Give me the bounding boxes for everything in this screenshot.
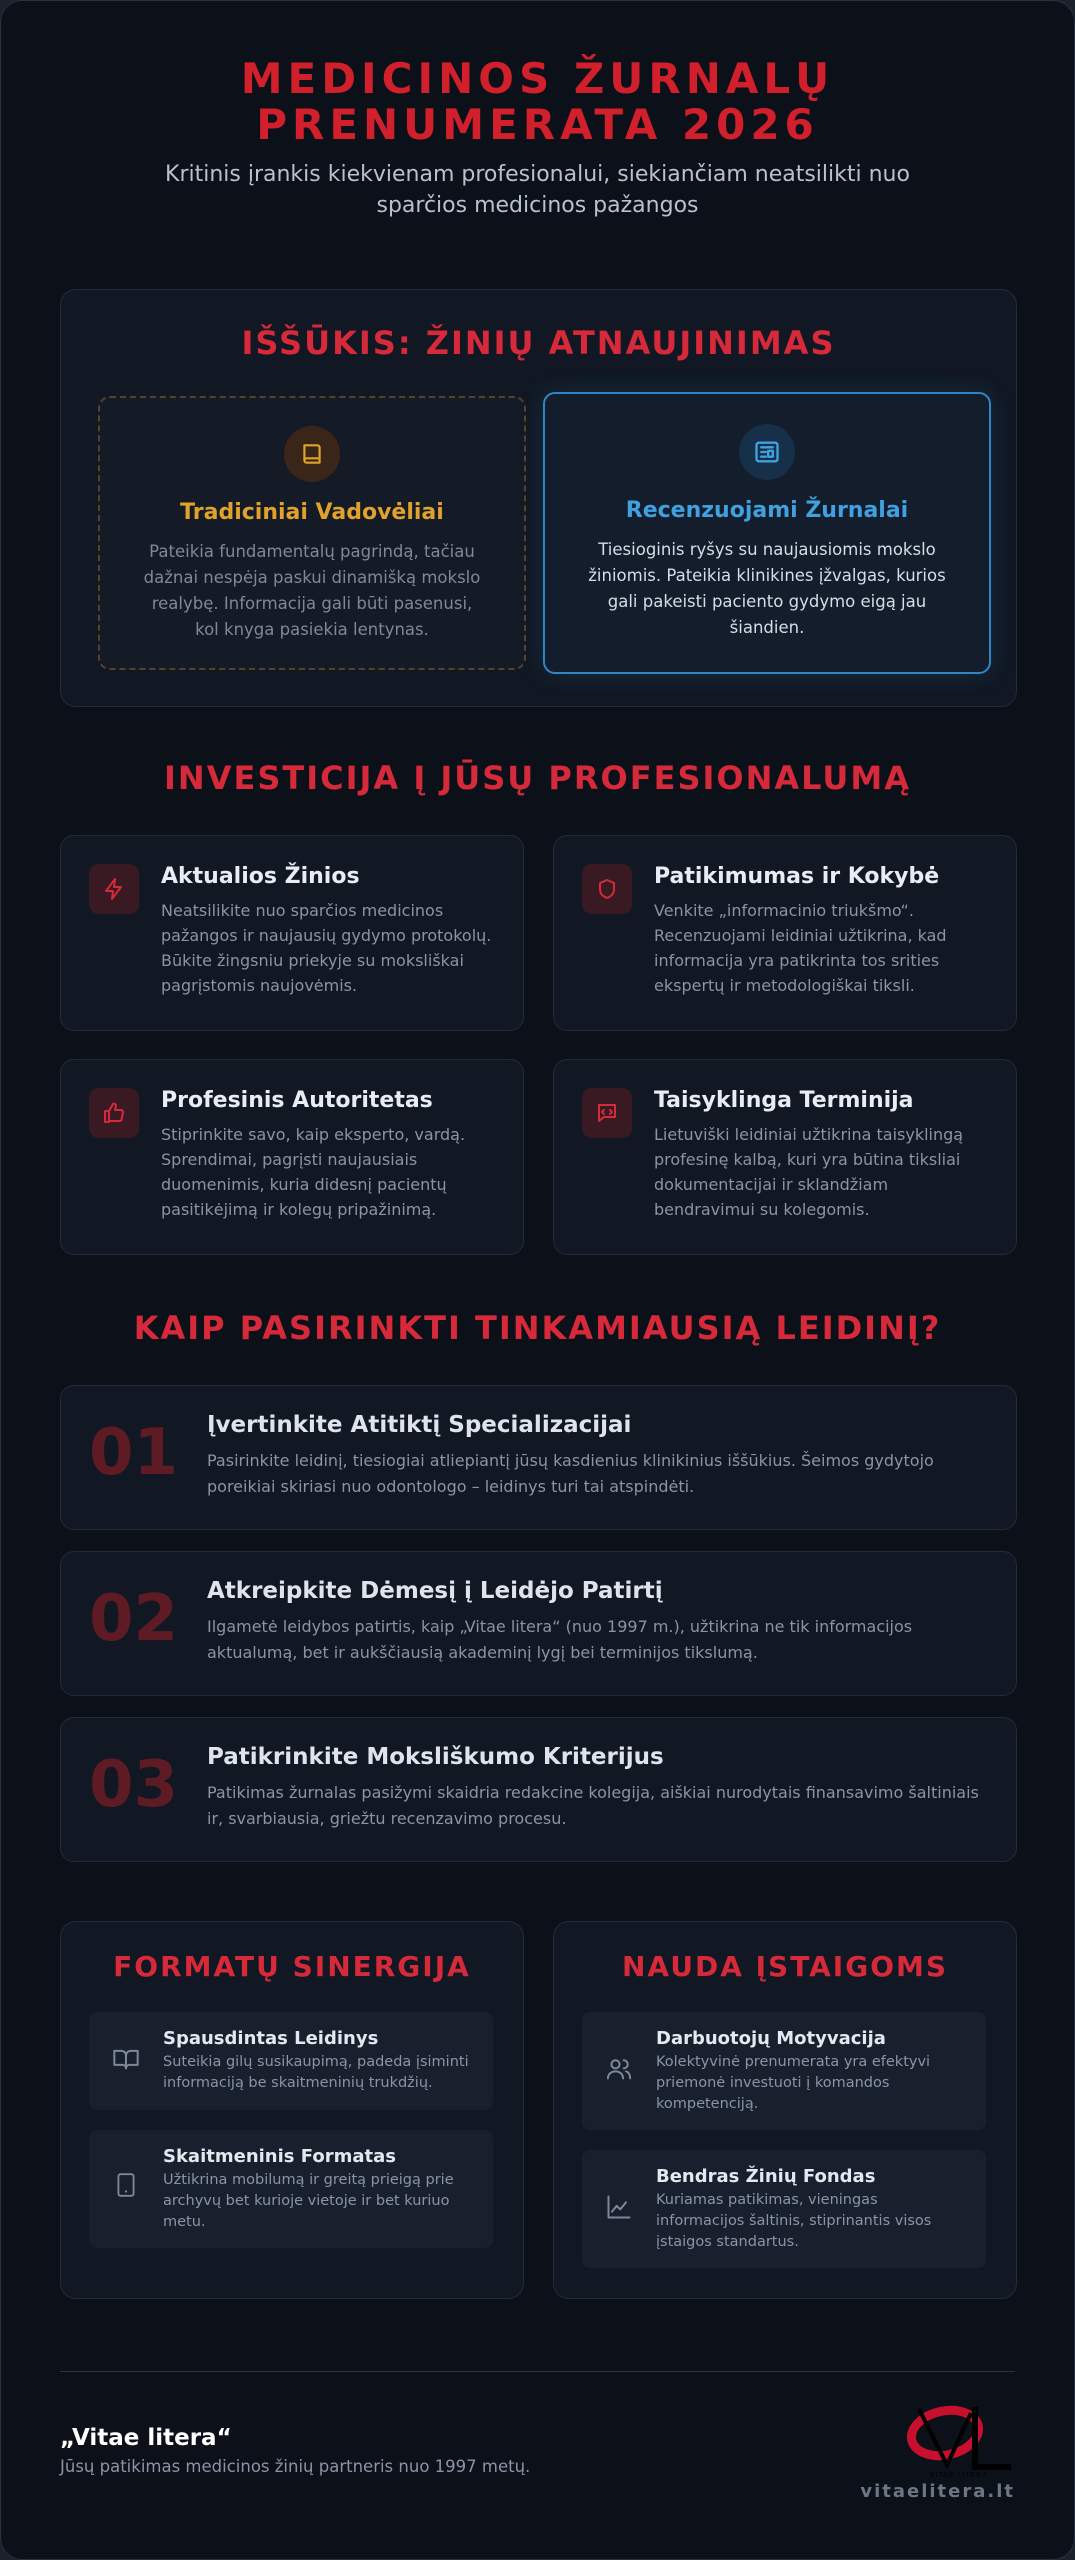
traditional-books-text: Pateikia fundamentalų pagrindą, tačiau dažnai nespėja paskui dinamišką mokslo realybę. Informacija gali būti pasenusi, kol knyga pasiekia lentynas.	[143, 542, 481, 639]
page-subtitle-line1: Kritinis įrankis kiekvienam profesionalui, siekiančiam neatsilikti nuo	[165, 162, 910, 187]
open-book-icon	[111, 2044, 141, 2074]
page-title-line1: MEDICINOS ŽURNALŲ	[240, 54, 835, 103]
footer-divider	[60, 2371, 1015, 2372]
selection-title: KAIP PASIRINKTI TINKAMIAUSIĄ LEIDINĮ?	[133, 1309, 942, 1347]
institutions-panel	[553, 1921, 1017, 2299]
lightning-icon	[89, 864, 139, 914]
step-card-1	[60, 1385, 1017, 1530]
chart-icon	[604, 2192, 634, 2222]
peer-reviewed-journals-title: Recenzuojami Žurnalai	[625, 498, 909, 523]
investment-title: INVESTICIJA Į JŪSŲ PROFESIONALUMĄ	[164, 759, 911, 797]
step-card-3	[60, 1717, 1017, 1862]
institutions-title: NAUDA ĮSTAIGOMS	[621, 1950, 949, 1983]
benefit-card-reliability	[553, 835, 1017, 1031]
footer-website-link[interactable]: vitaelitera.lt	[860, 2481, 1015, 2502]
page-subtitle-line2: sparčios medicinos pažangos	[376, 193, 699, 218]
institution-item-knowledge-fund	[582, 2150, 986, 2268]
format-item-print	[89, 2012, 493, 2110]
book-icon	[284, 426, 340, 482]
footer-tagline: Jūsų patikimas medicinos žinių partneris nuo 1997 metų.	[60, 2457, 531, 2476]
peer-reviewed-journals-text: Tiesioginis ryšys su naujausiomis mokslo žiniomis. Pateikia klinikines įžvalgas, kurios gali pakeisti paciento gydymo eigą jau šiandien.	[588, 540, 946, 637]
step-number: 01	[89, 1416, 179, 1490]
journal-icon	[739, 424, 795, 480]
step-number: 02	[89, 1582, 179, 1656]
benefit-title: Patikimumas ir Kokybė	[654, 864, 940, 889]
vitae-litera-logo	[901, 2399, 1017, 2479]
step-card-2	[60, 1551, 1017, 1696]
institution-title: Darbuotojų Motyvacija	[656, 2028, 886, 2049]
benefit-title: Taisyklinga Terminija	[654, 1088, 914, 1113]
benefit-title: Profesinis Autoritetas	[161, 1088, 433, 1113]
step-text: Patikimas žurnalas pasižymi skaidria redakcine kolegija, aiškiai nurodytais finansavimo šaltiniais ir, svarbiausia, griežtu recenzavimo procesu.	[207, 1783, 979, 1828]
format-text: Suteikia gilų susikaupimą, padeda įsiminti informaciją be skaitmeninių trukdžių.	[163, 2054, 469, 2091]
benefit-card-current-knowledge	[60, 835, 524, 1031]
shield-icon	[582, 864, 632, 914]
format-title: Spausdintas Leidinys	[163, 2028, 379, 2049]
tablet-icon	[111, 2170, 141, 2200]
benefit-text: Venkite „informacinio triukšmo“. Recenzuojami leidiniai užtikrina, kad informacija yra patikrinta tos srities ekspertų ir metodologiškai tiksli.	[654, 901, 947, 995]
page-subtitle	[141, 159, 934, 221]
step-text: Pasirinkite leidinį, tiesiogiai atliepiantį jūsų kasdienius klinikinius iššūkius. Šeimos gydytojo poreikiai skiriasi nuo odontologo – leidinys turi tai atspindėti.	[207, 1451, 934, 1496]
users-icon	[604, 2054, 634, 2084]
challenge-title: IŠŠŪKIS: ŽINIŲ ATNAUJINIMAS	[241, 324, 836, 362]
speech-bubble-icon	[582, 1088, 632, 1138]
peer-reviewed-journals-card	[543, 392, 991, 674]
step-text: Ilgametė leidybos patirtis, kaip „Vitae litera“ (nuo 1997 m.), užtikrina ne tik informacijos aktualumą, bet ir aukščiausią akademinį lygį bei terminijos tikslumą.	[207, 1617, 913, 1662]
benefit-title: Aktualios Žinios	[161, 864, 360, 889]
step-title: Atkreipkite Dėmesį į Leidėjo Patirtį	[207, 1578, 663, 1604]
challenge-section	[60, 289, 1017, 707]
formats-panel	[60, 1921, 524, 2299]
format-item-digital	[89, 2130, 493, 2248]
footer-brand: „Vitae litera“	[60, 2425, 232, 2451]
institution-title: Bendras Žinių Fondas	[656, 2166, 876, 2187]
thumbs-up-icon	[89, 1088, 139, 1138]
format-title: Skaitmeninis Formatas	[163, 2146, 396, 2167]
step-title: Patikrinkite Moksliškumo Kriterijus	[207, 1744, 664, 1770]
benefit-card-authority	[60, 1059, 524, 1255]
step-number: 03	[89, 1748, 179, 1822]
benefit-text: Stiprinkite savo, kaip eksperto, vardą. Sprendimai, pagrįsti naujausiais duomenimis, kuria didesnį pacientų pasitikėjimą ir kolegų pripažinimą.	[161, 1125, 466, 1219]
page-title	[61, 56, 1014, 148]
page-title-line2: PRENUMERATA 2026	[256, 100, 819, 149]
format-text: Užtikrina mobilumą ir greitą prieigą prie archyvų bet kurioje vietoje ir bet kuriuo metu.	[163, 2172, 454, 2230]
institution-text: Kolektyvinė prenumerata yra efektyvi priemonė investuoti į komandos kompetenciją.	[656, 2054, 931, 2112]
logo-wordmark: VITAE LITERA	[929, 2472, 989, 2479]
traditional-books-card	[98, 396, 526, 670]
benefit-card-terminology	[553, 1059, 1017, 1255]
benefit-text: Neatsilikite nuo sparčios medicinos pažangos ir naujausių gydymo protokolų. Būkite žingsniu priekyje su moksliškai pagrįstomis naujovėmis.	[161, 901, 492, 995]
benefit-text: Lietuviški leidiniai užtikrina taisyklingą profesinę kalbą, kuri yra būtina tiksliai dokumentacijai ir sklandžiam bendravimui su kolegomis.	[654, 1125, 964, 1219]
traditional-books-title: Tradiciniai Vadovėliai	[180, 500, 444, 525]
step-title: Įvertinkite Atitiktį Specializacijai	[207, 1412, 632, 1438]
institution-item-motivation	[582, 2012, 986, 2130]
institution-text: Kuriamas patikimas, vieningas informacijos šaltinis, stiprinantis visos įstaigos standartus.	[656, 2192, 932, 2250]
formats-title: FORMATŲ SINERGIJA	[113, 1950, 471, 1983]
